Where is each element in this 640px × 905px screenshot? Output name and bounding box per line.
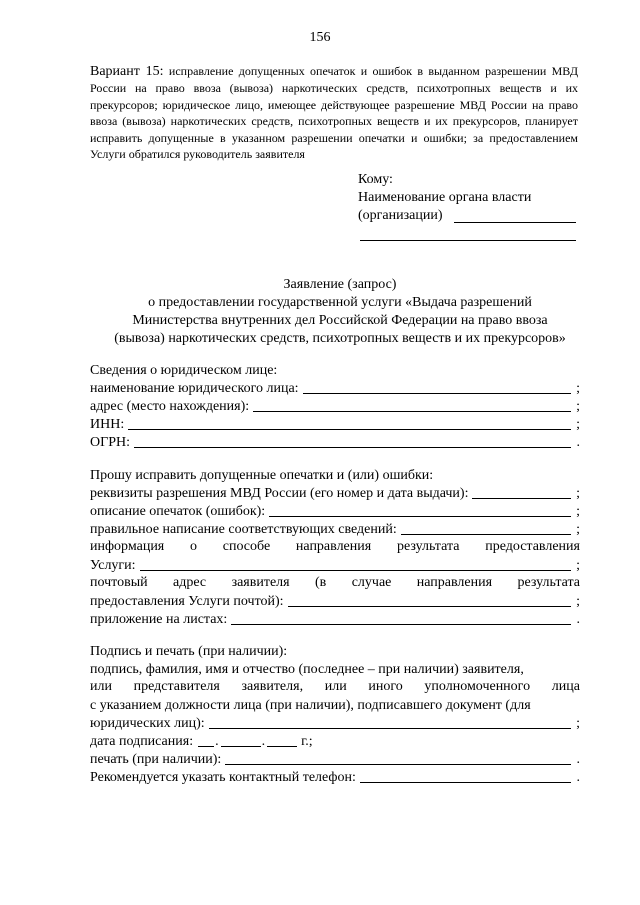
field-inn: ИНН: ; [90, 417, 580, 432]
recipient-to: Кому: [358, 172, 393, 187]
recipient-field-2[interactable] [360, 240, 576, 241]
field-service-result: Услуги: ; [90, 558, 580, 573]
field-typos: описание опечаток (ошибок): ; [90, 504, 580, 519]
field-correct: правильное написание соответствующих сведений: ; [90, 522, 580, 537]
field-ogrn: ОГРН: . [90, 435, 580, 450]
variant-text: исправление допущенных опечаток и ошибок в выданном разрешении МВД России на право ввоза (вывоза) наркотических средств, психотропных веществ и их прекурсоров; юридическое лицо, имеющее действующее разрешение МВД России на право ввоза (вывоза) наркотических средств, психотропных веществ и их прекурсоров, планирует исправить допущенные в указанном разрешении опечатки и ошибки; за предоставлением Услуги обратился руководитель заявителя [90, 64, 579, 162]
address-input[interactable] [253, 411, 571, 412]
signature-input[interactable] [209, 728, 571, 729]
request-heading: Прошу исправить допущенные опечатки и (или) ошибки: [90, 468, 434, 483]
title-line-3: Министерства внутренних дел Российской Федерации на право ввоза [132, 313, 548, 328]
recipient-field-1[interactable] [454, 222, 576, 223]
attachment-input[interactable] [231, 624, 571, 625]
legal-entity-heading: Сведения о юридическом лице: [90, 363, 278, 378]
title-line-4: (вывоза) наркотических средств, психотропных веществ и их прекурсоров» [114, 331, 566, 346]
typos-input[interactable] [269, 516, 571, 517]
page-number: 156 [309, 30, 331, 45]
title-line-1: Заявление (запрос) [283, 277, 397, 292]
field-sign-date: дата подписания: . . г.; [90, 734, 313, 749]
field-signature: юридических лиц): ; [90, 716, 580, 731]
stamp-input[interactable] [225, 764, 571, 765]
field-address: адрес (место нахождения): ; [90, 399, 580, 414]
signature-line-1: подпись, фамилия, имя и отчество (последнее – при наличии) заявителя, [90, 662, 524, 677]
title-line-2: о предоставлении государственной услуги «Выдача разрешений [148, 295, 532, 310]
ogrn-input[interactable] [134, 447, 571, 448]
recipient-org-name: Наименование органа власти [358, 190, 532, 205]
date-month-input[interactable] [221, 746, 261, 747]
variant-description [90, 63, 578, 162]
recipient-org-paren: (организации) [358, 208, 443, 223]
phone-input[interactable] [360, 782, 571, 783]
info-method-line: информация о способе направления результата предоставления [90, 539, 580, 554]
signature-line-2: или представителя заявителя, или иного уполномоченного лица [90, 679, 580, 694]
signature-line-3: с указанием должности лица (при наличии), подписавшего документ (для [90, 698, 531, 713]
field-stamp: печать (при наличии): . [90, 752, 580, 767]
date-year-input[interactable] [267, 746, 297, 747]
field-legal-name: наименование юридического лица: ; [90, 381, 580, 396]
inn-input[interactable] [128, 429, 571, 430]
permit-input[interactable] [472, 498, 571, 499]
correct-input[interactable] [401, 534, 571, 535]
field-permit: реквизиты разрешения МВД России (его номер и дата выдачи): ; [90, 486, 580, 501]
date-day-input[interactable] [198, 746, 214, 747]
field-attachment: приложение на листах: . [90, 612, 580, 627]
field-mail-address: предоставления Услуги почтой): ; [90, 594, 580, 609]
mail-address-input[interactable] [288, 606, 571, 607]
signature-heading: Подпись и печать (при наличии): [90, 644, 288, 659]
service-result-input[interactable] [140, 570, 571, 571]
variant-label: Вариант 15: [90, 64, 164, 79]
field-phone: Рекомендуется указать контактный телефон: . [90, 770, 580, 785]
mail-address-line: почтовый адрес заявителя (в случае направления результата [90, 575, 580, 590]
legal-name-input[interactable] [303, 393, 571, 394]
